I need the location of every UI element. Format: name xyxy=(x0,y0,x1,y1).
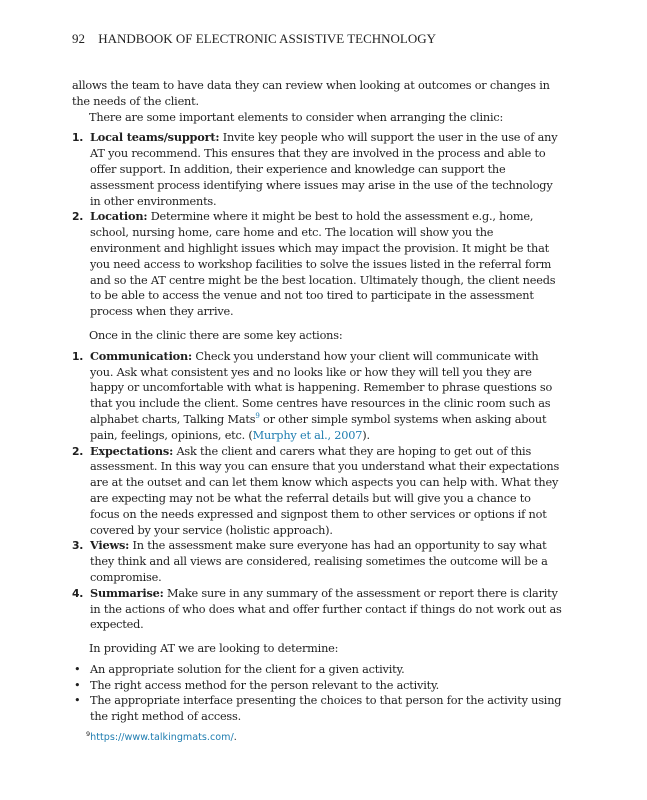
footnote-marker: 9 xyxy=(86,729,91,738)
citation-link[interactable]: Murphy et al., 2007 xyxy=(252,428,363,442)
bullet-text: The appropriate interface presenting the choices to that person for the activity using the right method of access. xyxy=(90,694,562,724)
list-text: or other simple symbol systems when asking about pain, feelings, opinions, etc. ( xyxy=(90,412,547,442)
list-number: 1. xyxy=(72,349,84,363)
determine-list xyxy=(72,662,562,725)
list-item xyxy=(72,444,562,539)
footnote xyxy=(86,729,237,743)
list-text: In the assessment make sure everyone has had an opportunity to say what they think and all views are considered, realising sometimes the outcome will be a compromise. xyxy=(90,539,548,584)
bullet-text: An appropriate solution for the client for a given activity. xyxy=(90,662,405,676)
bullet-icon: • xyxy=(74,694,81,708)
list-term: Views: xyxy=(90,538,130,553)
running-title: HANDBOOK OF ELECTRONIC ASSISTIVE TECHNOLOGY xyxy=(98,31,437,46)
key-actions-list xyxy=(72,349,562,633)
bullet-text: The right access method for the person relevant to the activity. xyxy=(90,678,440,692)
bullet-icon: • xyxy=(74,678,81,692)
lead-paragraph: There are some important elements to consider when arranging the clinic: xyxy=(89,110,504,124)
list-item xyxy=(72,538,562,585)
list-number: 4. xyxy=(72,586,84,600)
footnote-link[interactable]: https://www.talkingmats.com/ xyxy=(90,732,234,743)
running-header xyxy=(72,31,436,47)
list-text: Make sure in any summary of the assessment or report there is clarity in the actions of who does what and offer further contact if things do not work out as expected. xyxy=(90,586,562,632)
list-number: 2. xyxy=(72,444,84,458)
list-term: Local teams/support: xyxy=(90,130,220,145)
body-text xyxy=(72,78,562,725)
list-text: Ask the client and carers what they are hoping to get out of this assessment. In this way you can ensure that you understand what their expectations are at the outset and can let them know which aspects you can help with. What they are expecting may not be what the referral details but will give you a chance to focus on the needs expressed and signpost them to other services or options if not covered by your service (holistic approach). xyxy=(90,444,560,537)
bullet-item xyxy=(72,693,562,725)
bullet-icon: • xyxy=(74,662,81,676)
list-number: 2. xyxy=(72,210,84,224)
bullet-item xyxy=(72,662,562,678)
footnote-reference[interactable]: 9 xyxy=(255,412,260,421)
list-term: Location: xyxy=(90,209,148,224)
list-text: ). xyxy=(362,428,370,442)
determine-lead-paragraph: In providing AT we are looking to determine: xyxy=(89,642,339,656)
list-text: Invite key people who will support the user in the use of any AT you recommend. This ensures that they are involved in the process and able to offer support. In addition, their experience and knowledge can support the assessment process identifying where issues may arise in the use of the technology in other environments. xyxy=(90,131,558,208)
continuation-paragraph: allows the team to have data they can review when looking at outcomes or changes in the needs of the client. xyxy=(72,79,550,108)
clinic-elements-list xyxy=(72,130,562,320)
list-text: Check you understand how your client will communicate with you. Ask what consistent yes and no looks like or how they will tell you they are happy or uncomfortable with what is happening. Remember to phrase questions so that you include the client. Some centres have resources in the clinic room such as alphabet charts, Talking Mats xyxy=(90,349,553,426)
list-item xyxy=(72,130,562,209)
list-item xyxy=(72,349,562,444)
list-item xyxy=(72,586,562,633)
list-text: Determine where it might be best to hold the assessment e.g., home, school, nursing home, care home and etc. The location will show you the environment and highlight issues which may impact the provision. It might be that you need access to workshop facilities to solve the issues listed in the referral form and so the AT centre might be the best location. Ultimately though, the client needs to be able to access the venue and not too tired to participate in the assessment process when they arrive. xyxy=(90,210,556,319)
list-term: Expectations: xyxy=(90,443,174,458)
list-term: Communication: xyxy=(90,348,192,363)
actions-lead-paragraph: Once in the clinic there are some key actions: xyxy=(89,328,343,342)
list-number: 3. xyxy=(72,539,84,553)
list-item xyxy=(72,209,562,320)
bullet-item xyxy=(72,678,562,694)
footnote-trailing: . xyxy=(233,732,237,743)
list-number: 1. xyxy=(72,131,84,145)
page-number: 92 xyxy=(72,31,85,46)
list-term: Summarise: xyxy=(90,585,164,600)
